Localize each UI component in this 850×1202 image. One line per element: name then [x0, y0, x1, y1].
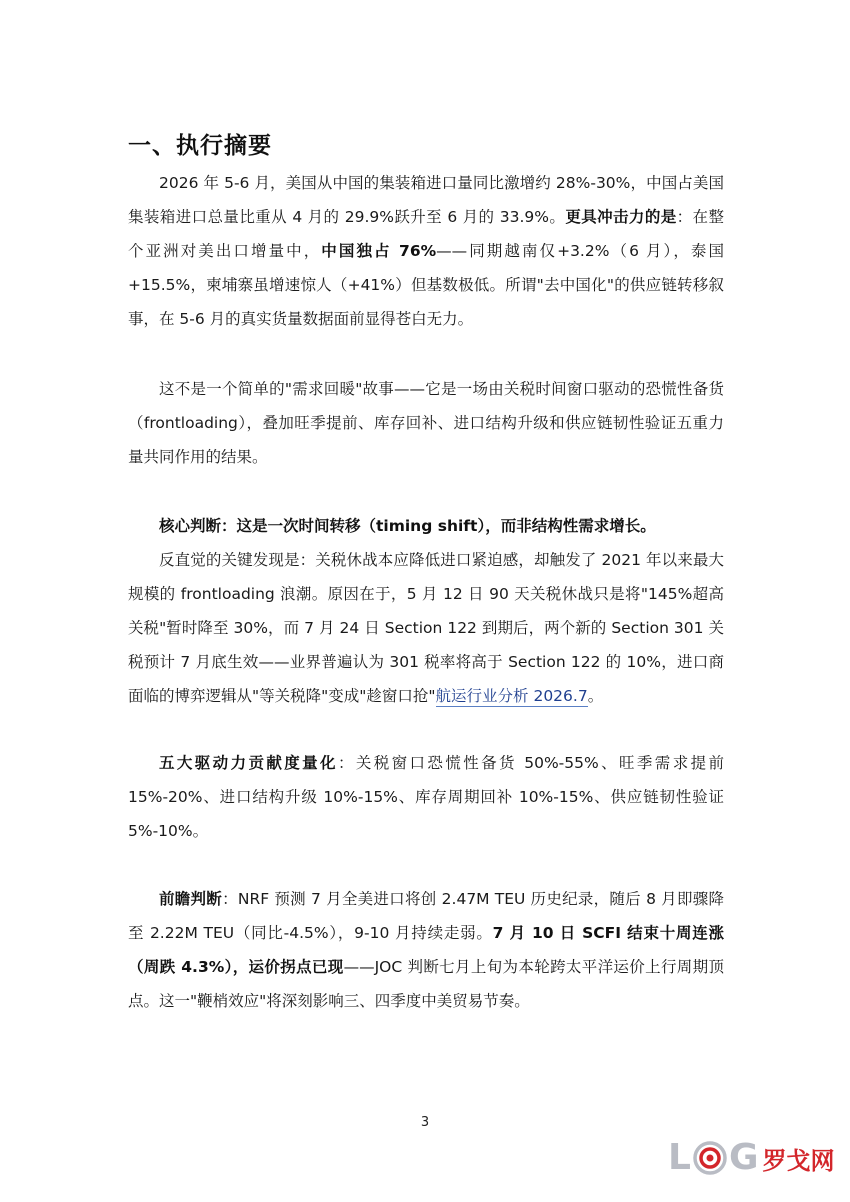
text-span: ——同期越南仅+3.2%（6 月），泰国+15.5%，柬埔寨虽增速惊人（+41%）但基数极低。所谓"去中国化"的供应链转移叙事，在 5-6 月的真实货量数据面前显得苍白无力。 — [128, 242, 724, 328]
paragraph-outlook — [128, 882, 724, 1018]
text-span: ：NRF 预测 7 月全美进口将创 2.47M TEU 历史纪录，随后 8 月即骤降至 2.22M TEU（同比-4.5%），9-10 月持续走弱。 — [128, 890, 724, 942]
bold-span: 核心判断：这是一次时间转移（timing shift），而非结构性需求增长。 — [159, 517, 656, 535]
brand-logo — [668, 1136, 835, 1180]
text-span: ：关税窗口恐慌性备货 50%-55%、旺季需求提前 15%-20%、进口结构升级 10%-15%、库存周期回补 10%-15%、供应链韧性验证 5%-10%。 — [128, 754, 724, 840]
paragraph-overview — [128, 166, 724, 336]
text-span: ——JOC 判断七月上旬为本轮跨太平洋运价上行周期顶点。这一"鞭梢效应"将深刻影响三、四季度中美贸易节奏。 — [128, 958, 724, 1010]
bold-span: 中国独占 76% — [321, 242, 437, 260]
bold-span: 五大驱动力贡献度量化 — [159, 754, 338, 772]
section-heading: 一、执行摘要 — [128, 133, 272, 159]
source-link[interactable]: 航运行业分析 2026.7 — [435, 687, 588, 705]
bold-span: 7 月 10 日 SCFI 结束十周连涨（周跌 4.3%），运价拐点已现 — [128, 924, 724, 976]
logo-chinese-name: 罗戈网 — [762, 1146, 835, 1175]
paragraph-drivers — [128, 746, 724, 848]
paragraph-core-judgment — [128, 543, 724, 713]
page-number: 3 — [420, 1115, 430, 1130]
bold-span: 前瞻判断 — [159, 890, 223, 908]
text-span: 。 — [587, 687, 604, 705]
text-span: 2026 年 5-6 月，美国从中国的集装箱进口量同比激增约 28%-30%，中国占美国集装箱进口总量比重从 4 月的 29.9%跃升至 6 月的 33.9%。 — [128, 174, 724, 226]
paragraph-frontloading: 这不是一个简单的"需求回暖"故事——它是一场由关税时间窗口驱动的恐慌性备货（frontloading），叠加旺季提前、库存回补、进口结构升级和供应链韧性验证五重力量共同作用的结果。 — [128, 380, 724, 466]
bold-span: 更具冲击力的是 — [565, 208, 677, 226]
text-span: ：在整个亚洲对美出口增量中， — [128, 208, 724, 260]
target-icon — [693, 1141, 727, 1175]
logo-letter-g: G — [728, 1137, 759, 1178]
paragraph-core-judgment-title — [128, 509, 724, 543]
text-span: 反直觉的关键发现是：关税休战本应降低进口紧迫感，却触发了 2021 年以来最大规模的 frontloading 浪潮。原因在于，5 月 12 日 90 天关税休战只是将"145%超高关税"暂时降至 30%，而 7 月 24 日 Section 122 到期后，两个新的 Section 301 关税预计 7 月底生效——业界普遍认为 301 税率将高于 Section 122 的 10%，进口商面临的博弈逻辑从"等关税降"变成"趁窗口抢" — [128, 551, 724, 705]
logo-letter-l: L — [668, 1137, 691, 1178]
